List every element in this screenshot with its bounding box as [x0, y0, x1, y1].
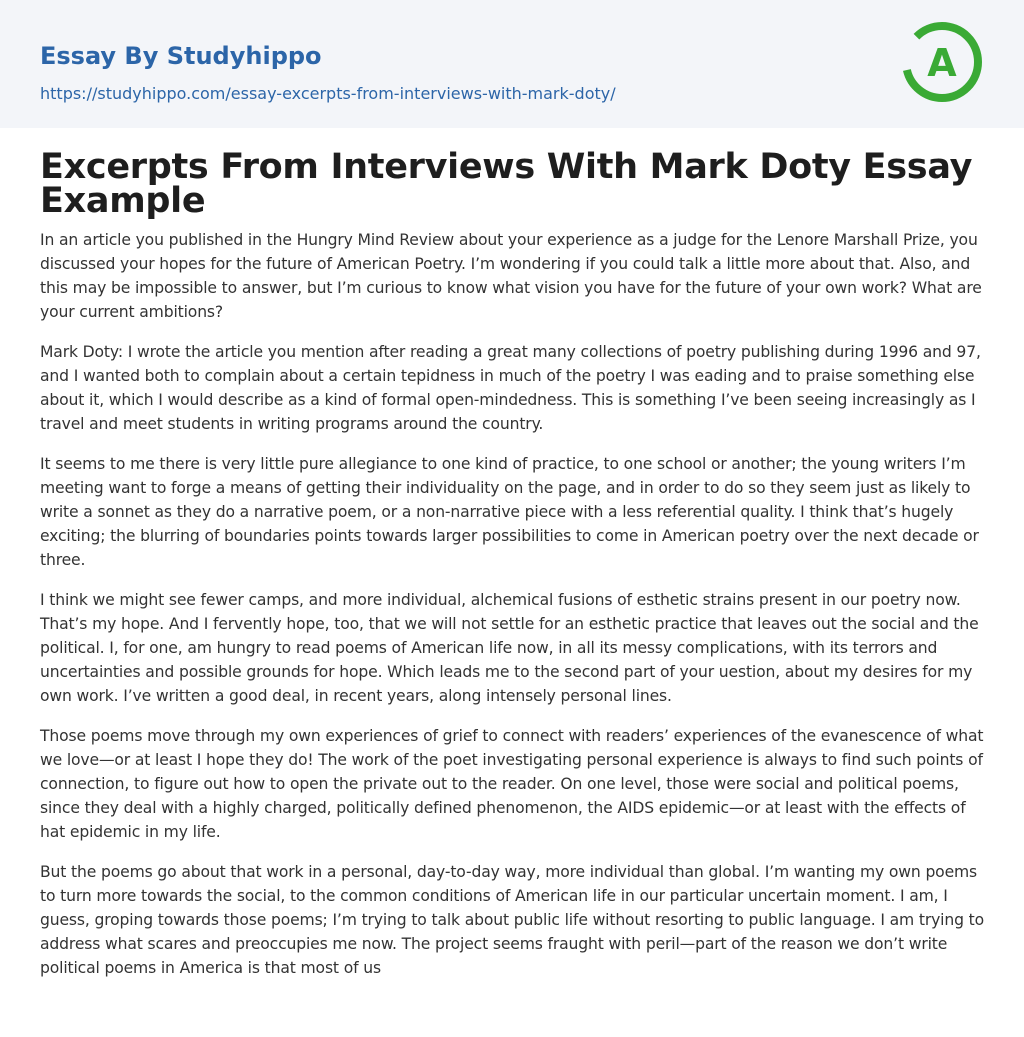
- site-brand[interactable]: Essay By Studyhippo: [40, 42, 322, 70]
- article-paragraph-2: Mark Doty: I wrote the article you mention after reading a great many collections of poetry publishing during 1996 and 97, and I wanted both to complain about a certain tepidness in much of the poetry I was eading and to praise something else about it, which I would describe as a kind of formal open-mindedness. This is something I’ve been seeing increasingly as I travel and meet students in writing programs around the country.: [40, 343, 981, 433]
- site-header: [0, 0, 1024, 128]
- page-url-link[interactable]: https://studyhippo.com/essay-excerpts-from-interviews-with-mark-doty/: [40, 84, 616, 103]
- article: [0, 147, 1024, 980]
- article-paragraph-4: I think we might see fewer camps, and more individual, alchemical fusions of esthetic strains present in our poetry now. That’s my hope. And I fervently hope, too, that we will not settle for an esthetic practice that leaves out the social and the political. I, for one, am hungry to read poems of American life now, in all its messy complications, with its terrors and uncertainties and possible grounds for hope. Which leads me to the second part of your uestion, about my desires for my own work. I’ve written a good deal, in recent years, along intensely personal lines.: [40, 591, 979, 705]
- article-paragraph-1: In an article you published in the Hungry Mind Review about your experience as a judge for the Lenore Marshall Prize, you discussed your hopes for the future of American Poetry. I’m wondering if you could talk a little more about that. Also, and this may be impossible to answer, but I’m curious to know what vision you have for the future of your own work? What are your current ambitions?: [40, 231, 982, 321]
- logo-letter: A: [927, 41, 957, 85]
- article-title: Excerpts From Interviews With Mark Doty Essay Example: [40, 147, 973, 221]
- studyhippo-logo-icon[interactable]: [900, 20, 984, 104]
- article-paragraph-3: It seems to me there is very little pure allegiance to one kind of practice, to one school or another; the young writers I’m meeting want to forge a means of getting their individuality on the page, and in order to do so they seem just as likely to write a sonnet as they do a narrative poem, or a non-narrative piece with a less referential quality. I think that’s hugely exciting; the blurring of boundaries points towards larger possibilities to come in American poetry over the next decade or three.: [40, 455, 979, 569]
- article-paragraph-5: Those poems move through my own experiences of grief to connect with readers’ experiences of the evanescence of what we love—or at least I hope they do! The work of the poet investigating personal experience is always to find such points of connection, to figure out how to open the private out to the reader. On one level, those were social and political poems, since they deal with a highly charged, politically defined phenomenon, the AIDS epidemic—or at least with the effects of hat epidemic in my life.: [40, 727, 984, 841]
- article-paragraph-6: But the poems go about that work in a personal, day-to-day way, more individual than global. I’m wanting my own poems to turn more towards the social, to the common conditions of American life in our particular uncertain moment. I am, I guess, groping towards those poems; I’m trying to talk about public life without resorting to public language. I am trying to address what scares and preoccupies me now. The project seems fraught with peril—part of the reason we don’t write political poems in America is that most of us: [40, 863, 985, 977]
